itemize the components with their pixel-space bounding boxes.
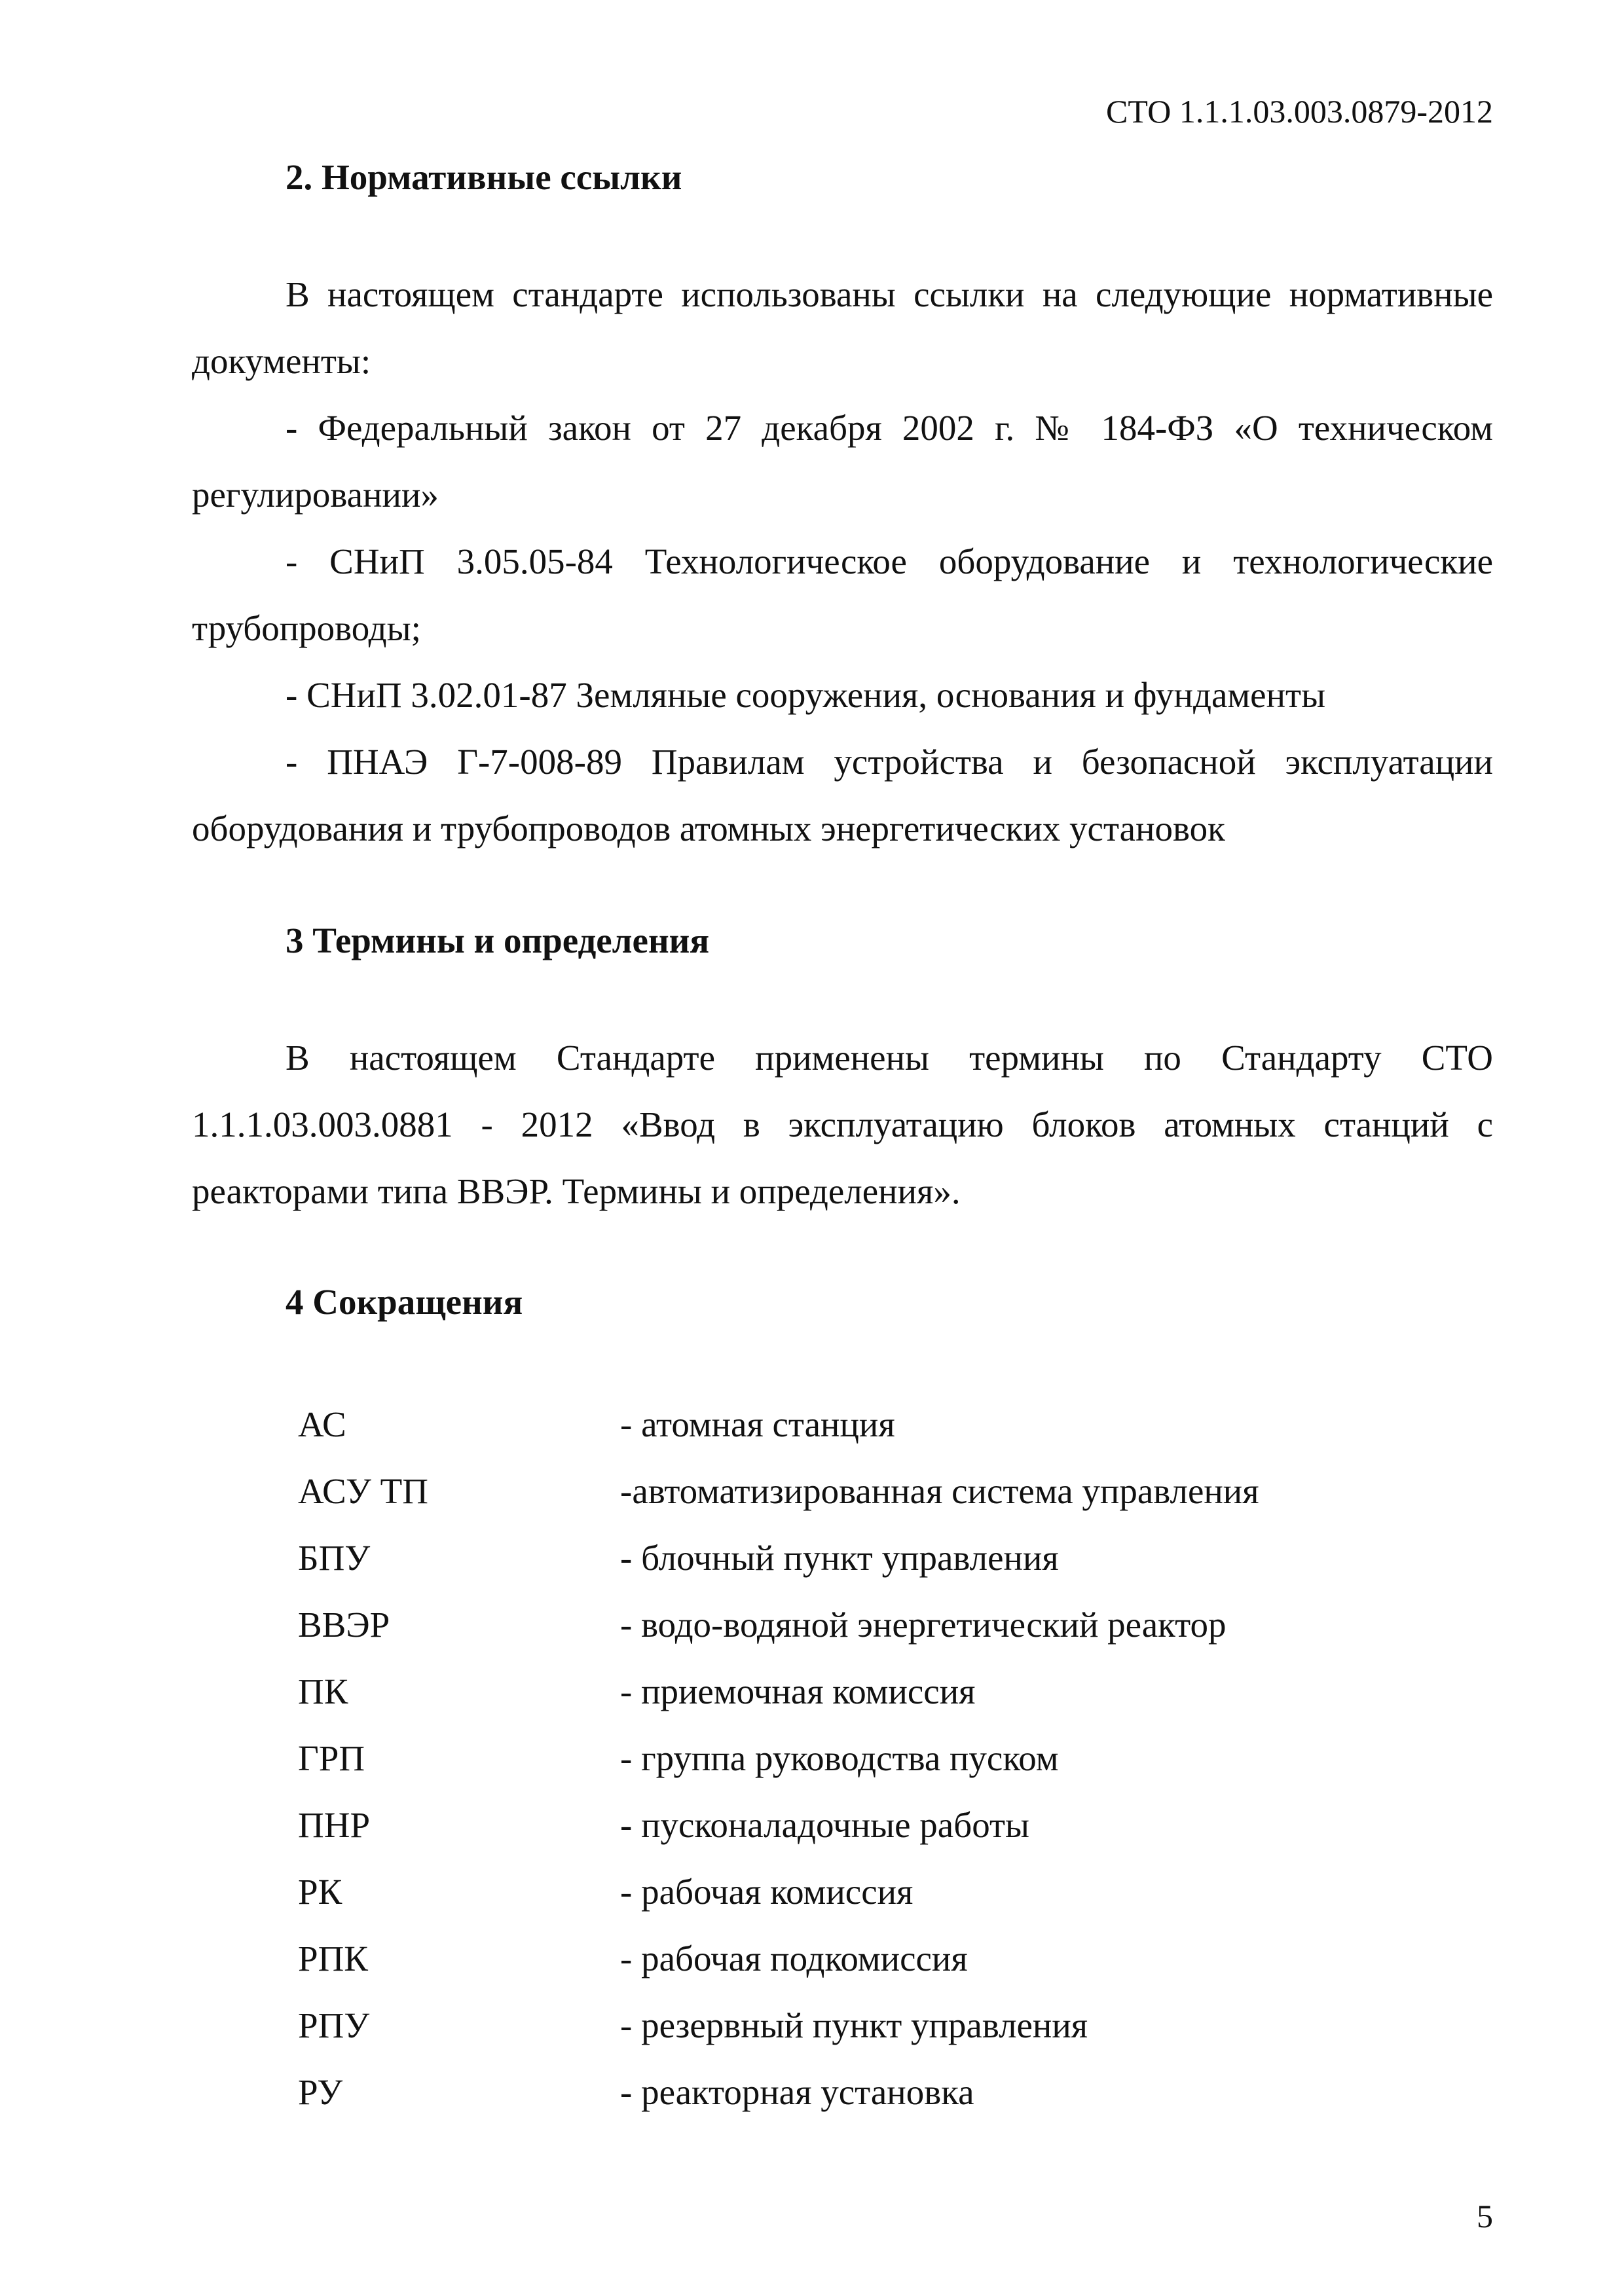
- abbreviation-definition: - группа руководства пуском: [620, 1738, 1059, 1778]
- abbreviation-row: [298, 1458, 1259, 1525]
- section-4-title: 4 Сокращения: [286, 1282, 523, 1322]
- page-number: 5: [1477, 2198, 1493, 2234]
- abbreviation-definition: - рабочая подкомиссия: [620, 1939, 968, 1978]
- abbreviations-list: [298, 1391, 1259, 2126]
- reference-item-pnae: - ПНАЭ Г-7-008-89 Правилам устройства и безопасной эксплуатации оборудования и трубопроводов атомных энергетических установок: [192, 742, 1493, 848]
- abbreviation-definition: - реакторная установка: [620, 2072, 974, 2112]
- abbreviation-term: РПК: [298, 1939, 368, 1978]
- abbreviation-row: [298, 1592, 1259, 1658]
- section-2-title: 2. Нормативные ссылки: [286, 157, 682, 197]
- reference-item-snip-3-05-05: - СНиП 3.05.05-84 Технологическое оборудование и технологические трубопроводы;: [192, 541, 1493, 648]
- abbreviation-definition: - приемочная комиссия: [620, 1671, 976, 1711]
- abbreviation-term: АСУ ТП: [298, 1471, 428, 1511]
- abbreviation-term: РК: [298, 1872, 342, 1912]
- abbreviation-row: [298, 1658, 1259, 1725]
- section-3-title: 3 Термины и определения: [286, 920, 710, 960]
- abbreviation-definition: - блочный пункт управления: [620, 1538, 1059, 1578]
- abbreviation-row: [298, 1992, 1259, 2059]
- reference-item-snip-3-02-01: - СНиП 3.02.01-87 Земляные сооружения, основания и фундаменты: [286, 675, 1326, 715]
- section-3-text: В настоящем Стандарте применены термины по Стандарту СТО 1.1.1.03.003.0881 - 2012 «Ввод в эксплуатацию блоков атомных станций с реакторами типа ВВЭР. Термины и определения».: [192, 1038, 1493, 1211]
- abbreviation-term: ВВЭР: [298, 1605, 390, 1645]
- abbreviation-term: ГРП: [298, 1738, 365, 1778]
- abbreviation-definition: - рабочая комиссия: [620, 1872, 913, 1912]
- abbreviation-row: [298, 1859, 1259, 1925]
- abbreviation-row: [298, 1725, 1259, 1792]
- abbreviation-row: [298, 2059, 1259, 2126]
- abbreviation-row: [298, 1792, 1259, 1859]
- abbreviation-term: ПК: [298, 1671, 348, 1711]
- abbreviation-row: [298, 1525, 1259, 1592]
- abbreviation-term: РПУ: [298, 2005, 370, 2045]
- abbreviation-term: РУ: [298, 2072, 343, 2112]
- abbreviation-definition: -автоматизированная система управления: [620, 1471, 1259, 1511]
- section-2-intro: В настоящем стандарте использованы ссылки на следующие нормативные документы:: [192, 274, 1493, 381]
- abbreviation-term: ПНР: [298, 1805, 371, 1845]
- document-code-header: СТО 1.1.1.03.003.0879-2012: [1106, 93, 1493, 130]
- abbreviation-term: БПУ: [298, 1538, 371, 1578]
- abbreviation-row: [298, 1391, 1259, 1458]
- abbreviation-definition: - водо-водяной энергетический реактор: [620, 1605, 1227, 1645]
- abbreviation-term: АС: [298, 1404, 346, 1444]
- abbreviation-row: [298, 1925, 1259, 1992]
- reference-item-federal-law: - Федеральный закон от 27 декабря 2002 г. № 184-ФЗ «О техническом регулировании»: [192, 408, 1493, 515]
- abbreviation-definition: - атомная станция: [620, 1404, 895, 1444]
- abbreviation-definition: - резервный пункт управления: [620, 2005, 1088, 2045]
- abbreviation-definition: - пусконаладочные работы: [620, 1805, 1029, 1845]
